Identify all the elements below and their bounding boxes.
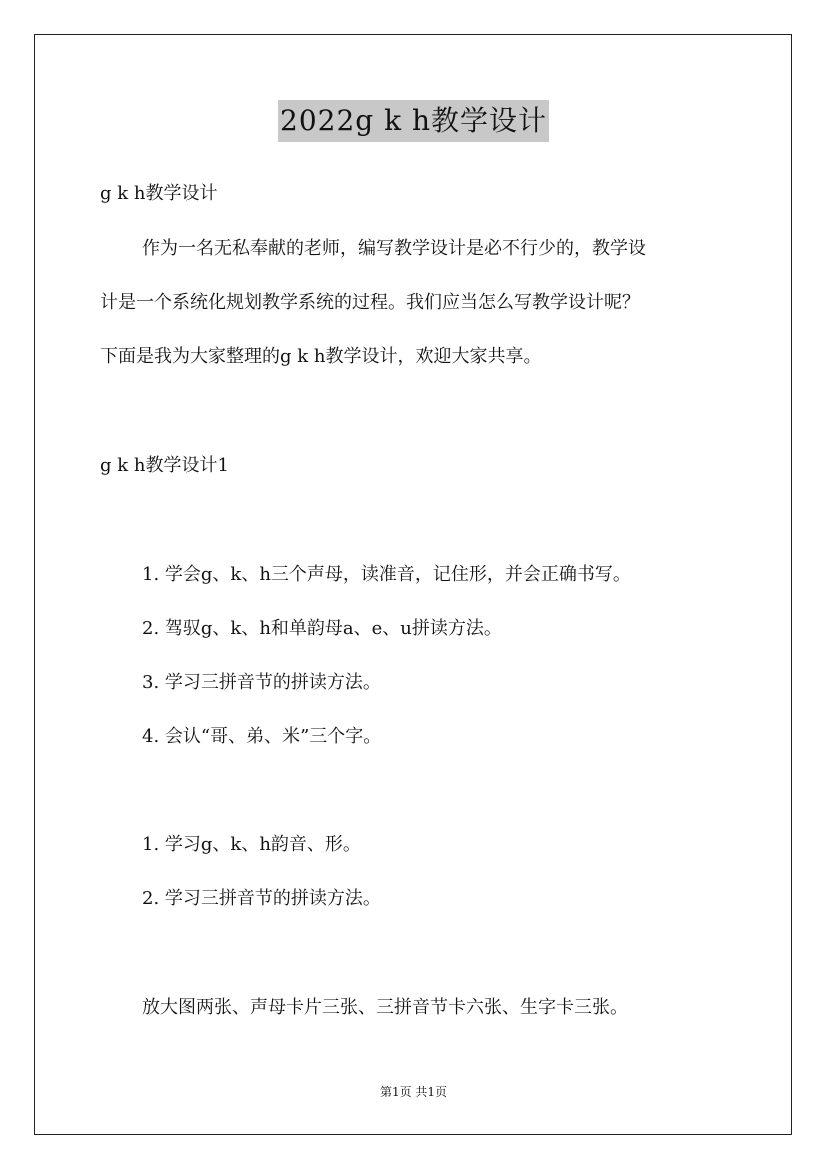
intro-line-1: 作为一名无私奉献的老师，编写教学设计是必不行少的，教学设 <box>142 238 646 259</box>
title-container <box>0 100 827 142</box>
intro-line-3: 下面是我为大家整理的g k h教学设计，欢迎大家共享。 <box>100 346 542 367</box>
subtitle: g k h教学设计 <box>100 183 218 204</box>
key-point-2: 2. 学习三拼音节的拼读方法。 <box>142 888 381 909</box>
goal-item-2: 2. 驾驭g、k、h和单韵母a、e、u拼读方法。 <box>142 618 502 639</box>
document-title: 2022g k h教学设计 <box>278 100 549 142</box>
key-point-1: 1. 学习g、k、h韵音、形。 <box>142 834 361 855</box>
goal-item-1: 1. 学会g、k、h三个声母，读准音，记住形，并会正确书写。 <box>142 564 631 585</box>
intro-line-2: 计是一个系统化规划教学系统的过程。我们应当怎么写教学设计呢？ <box>100 292 640 313</box>
section-title: g k h教学设计1 <box>100 455 229 476</box>
goal-item-4: 4. 会认“哥、弟、米”三个字。 <box>142 726 382 747</box>
page-footer: 第1页 共1页 <box>379 1085 448 1099</box>
materials-line: 放大图两张、声母卡片三张、三拼音节卡六张、生字卡三张。 <box>142 997 628 1018</box>
goal-item-3: 3. 学习三拼音节的拼读方法。 <box>142 672 381 693</box>
